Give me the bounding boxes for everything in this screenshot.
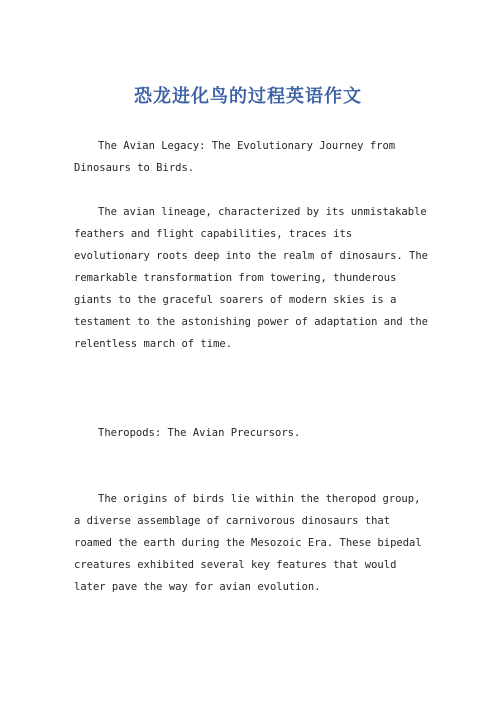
section-heading-paragraph: Theropods: The Avian Precursors. [98,427,301,439]
document-title: 恐龙进化鸟的过程英语作文 [134,86,362,107]
intro-paragraph: The avian lineage, characterized by its unmistakable feathers and flight capabilities, traces its evolutionary roots deep into the realm of dinosaurs. The remarkable transformation from towering, thunderous giants to the graceful soarers of modern skies is a testament to the astonishing power of adaptation and the relentless march of time. [74,206,429,350]
theropods-paragraph: The origins of birds lie within the theropod group, a diverse assemblage of carnivorous dinosaurs that roamed the earth during the Mesozoic Era. These bipedal creatures exhibited several key features that would later pave the way for avian evolution. [74,493,422,593]
subtitle-paragraph: The Avian Legacy: The Evolutionary Journey from Dinosaurs to Birds. [74,140,396,174]
